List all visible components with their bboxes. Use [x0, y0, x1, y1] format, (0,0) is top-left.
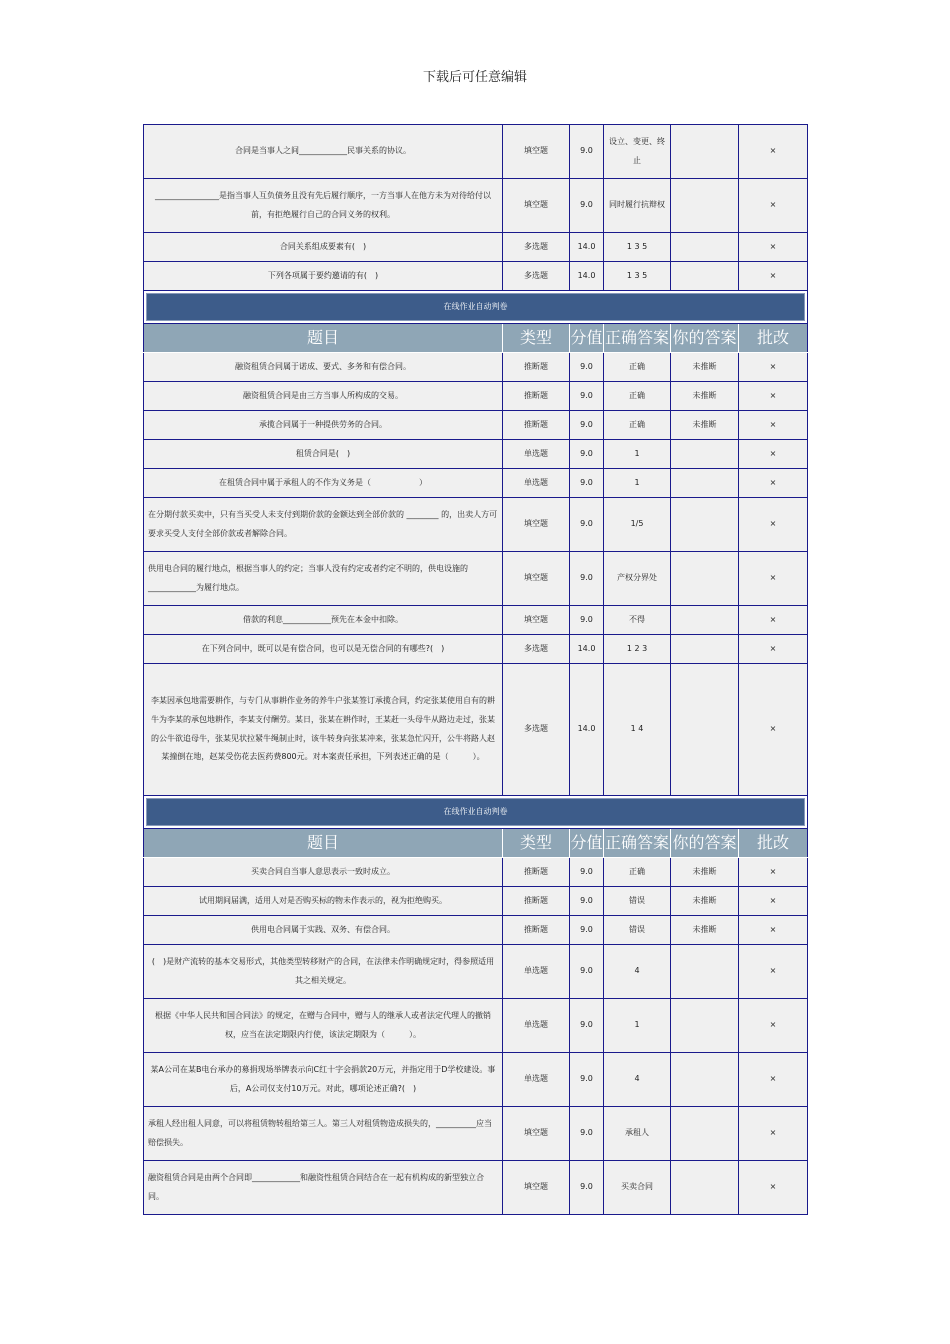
question-cell: 在分期付款买卖中，只有当买受人未支付到期价款的金额达到全部价款的 ________ 的，出卖人方可要求买受人支付全部价款或者解除合同。 — [144, 498, 503, 552]
correct-answer-cell: 设立、变更、终止 — [604, 125, 671, 179]
score-cell: 9.0 — [570, 1161, 604, 1215]
mark-cell: × — [739, 635, 808, 664]
mark-cell: × — [739, 1053, 808, 1107]
table-row — [144, 1053, 808, 1107]
score-cell: 14.0 — [570, 233, 604, 262]
your-answer-cell — [671, 945, 739, 999]
score-cell: 9.0 — [570, 1053, 604, 1107]
column-header: 题目 — [144, 829, 503, 858]
correct-answer-cell: 1 4 — [604, 664, 671, 796]
correct-answer-cell: 正确 — [604, 858, 671, 887]
correct-answer-cell: 正确 — [604, 353, 671, 382]
grading-table-body — [144, 125, 808, 1215]
mark-cell: × — [739, 469, 808, 498]
correct-answer-cell: 承租人 — [604, 1107, 671, 1161]
your-answer-cell: 未推断 — [671, 353, 739, 382]
correct-answer-cell: 正确 — [604, 411, 671, 440]
your-answer-cell — [671, 262, 739, 291]
score-cell: 9.0 — [570, 887, 604, 916]
column-header-row — [144, 324, 808, 353]
table-row — [144, 440, 808, 469]
your-answer-cell: 未推断 — [671, 382, 739, 411]
score-cell: 9.0 — [570, 382, 604, 411]
type-cell: 填空题 — [503, 498, 570, 552]
question-cell: 承揽合同属于一种提供劳务的合同。 — [144, 411, 503, 440]
question-cell: ( )是财产流转的基本交易形式，其他类型转移财产的合同，在法律未作明确规定时，得参照适用其之相关规定。 — [144, 945, 503, 999]
mark-cell: × — [739, 552, 808, 606]
type-cell: 多选题 — [503, 664, 570, 796]
question-cell: ________________是指当事人互负债务且没有先后履行顺序，一方当事人在他方未为对待给付以前，有拒绝履行自己的合同义务的权利。 — [144, 179, 503, 233]
mark-cell: × — [739, 999, 808, 1053]
correct-answer-cell: 1 — [604, 469, 671, 498]
table-row — [144, 498, 808, 552]
mark-cell: × — [739, 262, 808, 291]
type-cell: 推断题 — [503, 411, 570, 440]
question-cell: 融资租赁合同属于诺成、要式、多务和有偿合同。 — [144, 353, 503, 382]
mark-cell: × — [739, 1161, 808, 1215]
table-row — [144, 606, 808, 635]
table-row — [144, 382, 808, 411]
your-answer-cell — [671, 179, 739, 233]
type-cell: 填空题 — [503, 1161, 570, 1215]
type-cell: 填空题 — [503, 606, 570, 635]
mark-cell: × — [739, 498, 808, 552]
correct-answer-cell: 产权分界处 — [604, 552, 671, 606]
table-row — [144, 858, 808, 887]
table-row — [144, 353, 808, 382]
column-header: 你的答案 — [671, 829, 739, 858]
your-answer-cell — [671, 664, 739, 796]
your-answer-cell — [671, 1161, 739, 1215]
your-answer-cell — [671, 125, 739, 179]
table-row — [144, 469, 808, 498]
table-row — [144, 411, 808, 440]
correct-answer-cell: 1 — [604, 440, 671, 469]
column-header: 批改 — [739, 829, 808, 858]
table-row — [144, 1161, 808, 1215]
type-cell: 推断题 — [503, 916, 570, 945]
column-header: 分值 — [570, 829, 604, 858]
type-cell: 单选题 — [503, 440, 570, 469]
your-answer-cell — [671, 1053, 739, 1107]
mark-cell: × — [739, 411, 808, 440]
table-row — [144, 664, 808, 796]
mark-cell: × — [739, 606, 808, 635]
mark-cell: × — [739, 945, 808, 999]
score-cell: 14.0 — [570, 635, 604, 664]
table-row — [144, 1107, 808, 1161]
column-header: 类型 — [503, 829, 570, 858]
type-cell: 单选题 — [503, 945, 570, 999]
table-row — [144, 945, 808, 999]
correct-answer-cell: 4 — [604, 945, 671, 999]
your-answer-cell — [671, 999, 739, 1053]
question-cell: 供用电合同属于实践、双务、有偿合同。 — [144, 916, 503, 945]
score-cell: 9.0 — [570, 999, 604, 1053]
column-header: 正确答案 — [604, 324, 671, 353]
type-cell: 多选题 — [503, 262, 570, 291]
your-answer-cell — [671, 606, 739, 635]
score-cell: 9.0 — [570, 469, 604, 498]
correct-answer-cell: 1 3 5 — [604, 233, 671, 262]
table-row — [144, 179, 808, 233]
type-cell: 多选题 — [503, 233, 570, 262]
score-cell: 9.0 — [570, 552, 604, 606]
question-cell: 买卖合同自当事人意思表示一致时成立。 — [144, 858, 503, 887]
type-cell: 推断题 — [503, 353, 570, 382]
score-cell: 9.0 — [570, 353, 604, 382]
your-answer-cell: 未推断 — [671, 858, 739, 887]
type-cell: 推断题 — [503, 858, 570, 887]
mark-cell: × — [739, 858, 808, 887]
your-answer-cell — [671, 1107, 739, 1161]
column-header: 你的答案 — [671, 324, 739, 353]
your-answer-cell — [671, 469, 739, 498]
correct-answer-cell: 不得 — [604, 606, 671, 635]
question-cell: 借款的利息____________预先在本金中扣除。 — [144, 606, 503, 635]
table-row — [144, 635, 808, 664]
column-header: 类型 — [503, 324, 570, 353]
table-row — [144, 887, 808, 916]
your-answer-cell — [671, 552, 739, 606]
your-answer-cell: 未推断 — [671, 916, 739, 945]
column-header: 批改 — [739, 324, 808, 353]
table-row — [144, 916, 808, 945]
question-cell: 供用电合同的履行地点，根据当事人的约定；当事人没有约定或者约定不明的，供电设施的____________为履行地点。 — [144, 552, 503, 606]
score-cell: 14.0 — [570, 262, 604, 291]
correct-answer-cell: 错误 — [604, 916, 671, 945]
mark-cell: × — [739, 233, 808, 262]
correct-answer-cell: 同时履行抗辩权 — [604, 179, 671, 233]
column-header-row — [144, 829, 808, 858]
table-row — [144, 999, 808, 1053]
question-cell: 某A公司在某B电台承办的募捐现场举牌表示向C红十字会捐款20万元，并指定用于D学校建设。事后，A公司仅支付10万元。对此，哪项论述正确?( ) — [144, 1053, 503, 1107]
your-answer-cell — [671, 233, 739, 262]
score-cell: 9.0 — [570, 440, 604, 469]
your-answer-cell: 未推断 — [671, 411, 739, 440]
question-cell: 在租赁合同中属于承租人的不作为义务是（ ） — [144, 469, 503, 498]
score-cell: 9.0 — [570, 1107, 604, 1161]
correct-answer-cell: 1 3 5 — [604, 262, 671, 291]
type-cell: 单选题 — [503, 999, 570, 1053]
table-row — [144, 125, 808, 179]
your-answer-cell — [671, 440, 739, 469]
question-cell: 在下列合同中，既可以是有偿合同，也可以是无偿合同的有哪些?( ) — [144, 635, 503, 664]
correct-answer-cell: 1 2 3 — [604, 635, 671, 664]
question-cell: 试用期间届满，适用人对是否购买标的物未作表示的，视为拒绝购买。 — [144, 887, 503, 916]
type-cell: 推断题 — [503, 382, 570, 411]
table-row — [144, 233, 808, 262]
score-cell: 14.0 — [570, 664, 604, 796]
your-answer-cell — [671, 635, 739, 664]
mark-cell: × — [739, 440, 808, 469]
score-cell: 9.0 — [570, 498, 604, 552]
type-cell: 多选题 — [503, 635, 570, 664]
question-cell: 下列各项属于要约邀请的有( ) — [144, 262, 503, 291]
correct-answer-cell: 1 — [604, 999, 671, 1053]
mark-cell: × — [739, 887, 808, 916]
section-banner-row — [144, 796, 808, 829]
table-row — [144, 262, 808, 291]
mark-cell: × — [739, 382, 808, 411]
score-cell: 9.0 — [570, 411, 604, 440]
score-cell: 9.0 — [570, 916, 604, 945]
section-banner-cell — [144, 796, 808, 829]
mark-cell: × — [739, 179, 808, 233]
type-cell: 单选题 — [503, 469, 570, 498]
score-cell: 9.0 — [570, 858, 604, 887]
question-cell: 融资租赁合同是由两个合同即____________和融资性租赁合同结合在一起有机构成的新型独立合同。 — [144, 1161, 503, 1215]
score-cell: 9.0 — [570, 125, 604, 179]
section-banner: 在线作业自动判卷 — [146, 293, 805, 321]
question-cell: 融资租赁合同是由三方当事人所构成的交易。 — [144, 382, 503, 411]
question-cell: 租赁合同是( ) — [144, 440, 503, 469]
question-cell: 李某因承包地需要耕作，与专门从事耕作业务的养牛户张某签订承揽合同，约定张某使用自有的耕牛为李某的承包地耕作，李某支付酬劳。某日，张某在耕作时，王某赶一头母牛从路边走过，张某的公牛欲追母牛，张某见状拉紧牛绳制止时，该牛转身向张某冲来，张某急忙闪开，公牛将路人赵某撞倒在地，赵某受伤花去医药费800元。对本案责任承担，下列表述正确的是（ ）。 — [144, 664, 503, 796]
mark-cell: × — [739, 125, 808, 179]
question-cell: 承租人经出租人同意，可以将租赁物转租给第三人。第三人对租赁物造成损失的，__________应当赔偿损失。 — [144, 1107, 503, 1161]
mark-cell: × — [739, 664, 808, 796]
question-cell: 根据《中华人民共和国合同法》的规定，在赠与合同中，赠与人的继承人或者法定代理人的撤销权，应当在法定期限内行使，该法定期限为（ ）。 — [144, 999, 503, 1053]
type-cell: 填空题 — [503, 552, 570, 606]
section-banner-cell — [144, 291, 808, 324]
score-cell: 9.0 — [570, 179, 604, 233]
grading-table — [143, 124, 808, 1215]
correct-answer-cell: 买卖合同 — [604, 1161, 671, 1215]
correct-answer-cell: 正确 — [604, 382, 671, 411]
section-banner: 在线作业自动判卷 — [146, 798, 805, 826]
correct-answer-cell: 1/5 — [604, 498, 671, 552]
type-cell: 填空题 — [503, 1107, 570, 1161]
your-answer-cell: 未推断 — [671, 887, 739, 916]
column-header: 分值 — [570, 324, 604, 353]
your-answer-cell — [671, 498, 739, 552]
section-banner-row — [144, 291, 808, 324]
type-cell: 填空题 — [503, 125, 570, 179]
type-cell: 填空题 — [503, 179, 570, 233]
score-cell: 9.0 — [570, 606, 604, 635]
mark-cell: × — [739, 1107, 808, 1161]
column-header: 题目 — [144, 324, 503, 353]
mark-cell: × — [739, 916, 808, 945]
question-cell: 合同关系组成要素有( ) — [144, 233, 503, 262]
page-header: 下载后可任意编辑 — [422, 70, 527, 85]
mark-cell: × — [739, 353, 808, 382]
type-cell: 推断题 — [503, 887, 570, 916]
correct-answer-cell: 错误 — [604, 887, 671, 916]
type-cell: 单选题 — [503, 1053, 570, 1107]
correct-answer-cell: 4 — [604, 1053, 671, 1107]
question-cell: 合同是当事人之间____________民事关系的协议。 — [144, 125, 503, 179]
score-cell: 9.0 — [570, 945, 604, 999]
table-row — [144, 552, 808, 606]
column-header: 正确答案 — [604, 829, 671, 858]
